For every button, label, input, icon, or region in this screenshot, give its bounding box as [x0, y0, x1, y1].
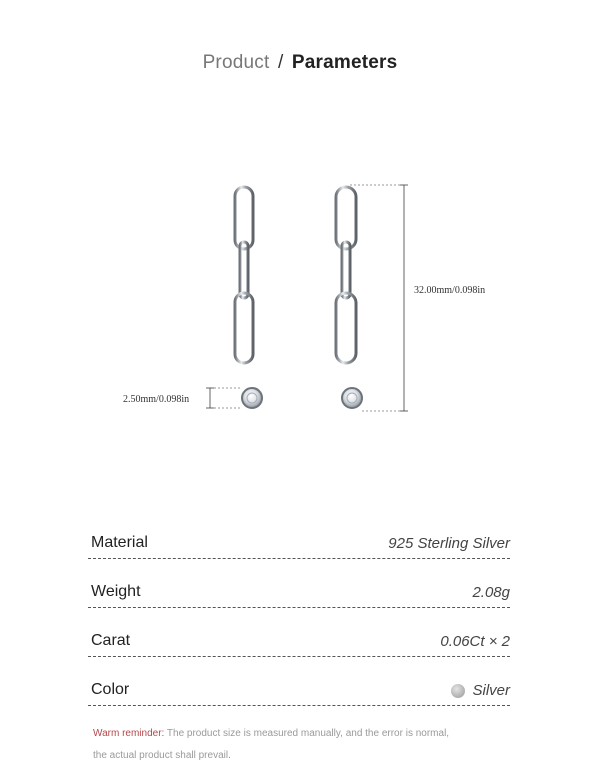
right-gem-bezel	[342, 388, 362, 408]
param-value: 2.08g	[472, 584, 510, 601]
param-name: Weight	[91, 583, 141, 600]
title-parameters: Parameters	[291, 52, 398, 73]
param-value: 0.06Ct × 2	[440, 633, 510, 650]
right-earring	[336, 187, 362, 408]
length-dimension-line	[350, 185, 408, 411]
color-swatch	[451, 684, 465, 698]
left-link-top	[235, 187, 253, 249]
left-earring	[235, 187, 262, 408]
warm-reminder	[93, 723, 513, 767]
param-row-carat	[88, 608, 510, 657]
left-gem-bezel	[242, 388, 262, 408]
length-dimension-label: 32.00mm/0.098in	[414, 285, 486, 296]
param-value: 925 Sterling Silver	[388, 535, 510, 552]
right-link-top	[336, 187, 356, 249]
reminder-line-2: the actual product shall prevail.	[93, 750, 231, 761]
left-link-bottom	[235, 293, 253, 363]
param-row-color	[88, 657, 510, 706]
reminder-line-1: The product size is measured manually, and the error is normal,	[164, 728, 450, 739]
param-row-weight	[88, 559, 510, 608]
width-dimension-line	[206, 388, 242, 408]
param-value: Silver	[472, 682, 510, 699]
page-title	[0, 52, 600, 74]
reminder-label: Warm reminder:	[93, 728, 165, 739]
width-dimension-label: 2.50mm/0.098in	[123, 394, 190, 405]
parameter-table	[88, 510, 510, 706]
earring-illustration	[100, 170, 530, 430]
right-link-bottom	[336, 293, 356, 363]
param-name: Carat	[91, 632, 131, 649]
title-separator: /	[277, 52, 284, 73]
param-name: Material	[91, 534, 148, 551]
title-product: Product	[202, 52, 270, 73]
param-value-color	[451, 682, 510, 699]
param-name: Color	[91, 681, 130, 698]
param-row-material	[88, 510, 510, 559]
